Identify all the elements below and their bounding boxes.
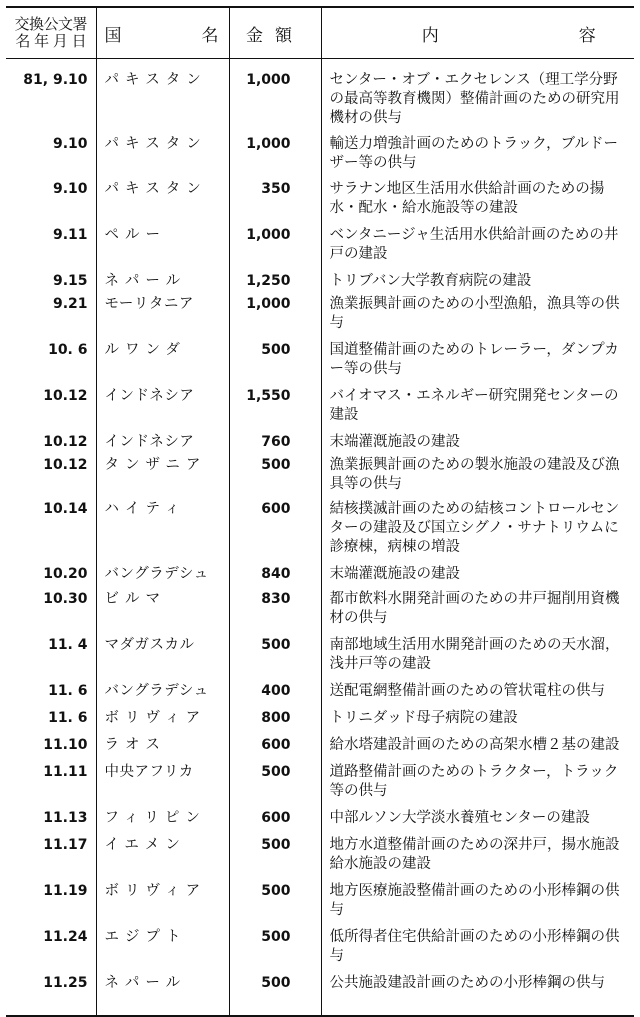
row-country: タンザニア [96, 456, 229, 500]
row-amount: 800 [229, 709, 321, 736]
table-row [6, 341, 634, 387]
row-date: 11.13 [6, 809, 96, 836]
row-content: 末端灌漑施設の建設 [329, 434, 460, 450]
row-amount: 500 [229, 974, 321, 1016]
header-amount: 金額 [229, 7, 321, 59]
row-amount: 500 [229, 636, 321, 682]
row-country: マダガスカル [96, 636, 229, 682]
row-amount: 760 [229, 433, 321, 456]
row-date: 10.12 [6, 456, 96, 500]
row-content: 漁業振興計画のための製氷施設の建設及び漁具等の供与 [329, 457, 620, 492]
row-amount: 830 [229, 590, 321, 636]
row-date: 9.10 [6, 180, 96, 226]
header-date-line2: 名 年 月 日 [15, 32, 87, 50]
row-date: 11.24 [6, 928, 96, 974]
row-amount: 600 [229, 736, 321, 763]
row-country: ラオス [96, 736, 229, 763]
row-content: サラナン地区生活用水供給計画のための揚水・配水・給水施設等の建設 [329, 181, 605, 216]
table-row [6, 565, 634, 590]
row-date: 10. 6 [6, 341, 96, 387]
row-content: 輸送力増強計画のためのトラック，ブルドーザー等の供与 [329, 136, 619, 171]
row-country: 中央アフリカ [96, 763, 229, 809]
table-row [6, 974, 634, 1016]
row-content: センター・オブ・エクセレンス（理工学分野の最高等教育機関）整備計画のための研究用機材の供与 [329, 72, 620, 126]
header-date-line1: 交換公文署 [14, 15, 87, 33]
table-row [6, 709, 634, 736]
row-amount: 500 [229, 882, 321, 928]
row-country: ネパール [96, 272, 229, 295]
header-content-left: 内 [421, 25, 439, 46]
grant-aid-table [6, 6, 634, 1017]
row-date: 9.10 [6, 135, 96, 180]
row-country: ボリヴィア [96, 882, 229, 928]
table-row [6, 272, 634, 295]
row-date: 11.25 [6, 974, 96, 1016]
row-amount: 840 [229, 565, 321, 590]
row-amount: 350 [229, 180, 321, 226]
row-date: 10.12 [6, 387, 96, 433]
table-row [6, 433, 634, 456]
row-country: ボリヴィア [96, 709, 229, 736]
table-row [6, 456, 634, 500]
row-content: 南部地域生活用水開発計画のための天水溜，浅井戸等の建設 [329, 637, 620, 672]
table-row [6, 500, 634, 565]
table-row [6, 636, 634, 682]
table-row [6, 928, 634, 974]
row-date: 10.20 [6, 565, 96, 590]
row-country: ルワンダ [96, 341, 229, 387]
row-content: トリニダッド母子病院の建設 [329, 710, 518, 726]
row-amount: 500 [229, 456, 321, 500]
row-country: モーリタニア [96, 295, 229, 341]
row-content: 都市飲料水開発計画のための井戸掘削用資機材の供与 [329, 591, 620, 626]
header-content [321, 7, 634, 59]
row-amount: 1,000 [229, 135, 321, 180]
row-country: インドネシア [96, 433, 229, 456]
row-content: 地方医療施設整備計画のための小形棒鋼の供与 [329, 883, 620, 918]
row-content: 結核撲滅計画のための結核コントロールセンターの建設及び国立シグノ・サナトリウムに診療棟，病棟の増設 [329, 501, 620, 555]
row-content: 末端灌漑施設の建設 [329, 566, 460, 582]
row-amount: 600 [229, 500, 321, 565]
header-date [6, 7, 96, 59]
row-amount: 1,550 [229, 387, 321, 433]
row-country: バングラデシュ [96, 565, 229, 590]
row-amount: 1,250 [229, 272, 321, 295]
row-content: 公共施設建設計画のための小形棒鋼の供与 [321, 974, 634, 1016]
row-date: 10.30 [6, 590, 96, 636]
row-content: 中部ルソン大学淡水養殖センターの建設 [329, 810, 590, 826]
row-date: 11. 4 [6, 636, 96, 682]
row-date: 9.21 [6, 295, 96, 341]
row-date: 11.17 [6, 836, 96, 882]
row-date: 9.15 [6, 272, 96, 295]
row-amount: 500 [229, 836, 321, 882]
table-row [6, 590, 634, 636]
row-country: パキスタン [96, 135, 229, 180]
row-amount: 400 [229, 682, 321, 709]
row-date: 81, 9.10 [6, 59, 96, 136]
row-content: 給水塔建設計画のための高架水槽２基の建設 [329, 737, 620, 753]
table-row [6, 682, 634, 709]
table-row [6, 882, 634, 928]
row-date: 11. 6 [6, 709, 96, 736]
row-country: パキスタン [96, 59, 229, 136]
row-country: イエメン [96, 836, 229, 882]
row-content: 国道整備計画のためのトレーラー，ダンプカー等の供与 [329, 342, 619, 377]
row-amount: 500 [229, 928, 321, 974]
row-content: 低所得者住宅供給計画のための小形棒鋼の供与 [329, 929, 620, 964]
row-date: 10.14 [6, 500, 96, 565]
table-row [6, 180, 634, 226]
table-row [6, 763, 634, 809]
row-content: 漁業振興計画のための小型漁船，漁具等の供与 [329, 296, 620, 331]
row-country: バングラデシュ [96, 682, 229, 709]
row-date: 10.12 [6, 433, 96, 456]
table-row [6, 226, 634, 272]
row-content: 地方水道整備計画のための深井戸，揚水施設給水施設の建設 [329, 837, 620, 872]
table-row [6, 135, 634, 180]
row-content: バイオマス・エネルギー研究開発センターの建設 [329, 388, 619, 423]
table-header [6, 7, 634, 59]
row-amount: 1,000 [229, 59, 321, 136]
row-date: 11. 6 [6, 682, 96, 709]
row-date: 11.19 [6, 882, 96, 928]
table-row [6, 295, 634, 341]
table-row [6, 387, 634, 433]
row-amount: 500 [229, 341, 321, 387]
row-content: 送配電網整備計画のための管状電柱の供与 [329, 683, 605, 699]
row-country: ビルマ [96, 590, 229, 636]
row-amount: 1,000 [229, 226, 321, 272]
row-content: 道路整備計画のためのトラクター，トラック等の供与 [329, 764, 619, 799]
row-country: エジプト [96, 928, 229, 974]
row-amount: 600 [229, 809, 321, 836]
table-body [6, 59, 634, 1017]
row-country: フィリピン [96, 809, 229, 836]
table-row [6, 59, 634, 136]
header-country-left: 国 [104, 25, 122, 46]
table-row [6, 736, 634, 763]
header-content-right: 容 [578, 25, 596, 46]
row-country: パキスタン [96, 180, 229, 226]
row-country: ハイティ [96, 500, 229, 565]
header-country [96, 7, 229, 59]
row-content: ベンタニージャ生活用水供給計画のための井戸の建設 [329, 227, 619, 262]
row-country: ペルー [96, 226, 229, 272]
row-date: 11.10 [6, 736, 96, 763]
row-country: ネパール [96, 974, 229, 1016]
row-date: 9.11 [6, 226, 96, 272]
table-row [6, 836, 634, 882]
table-row [6, 809, 634, 836]
row-country: インドネシア [96, 387, 229, 433]
row-content: トリブバン大学教育病院の建設 [329, 273, 532, 289]
row-date: 11.11 [6, 763, 96, 809]
row-amount: 1,000 [229, 295, 321, 341]
header-country-right: 名 [201, 25, 219, 46]
row-amount: 500 [229, 763, 321, 809]
